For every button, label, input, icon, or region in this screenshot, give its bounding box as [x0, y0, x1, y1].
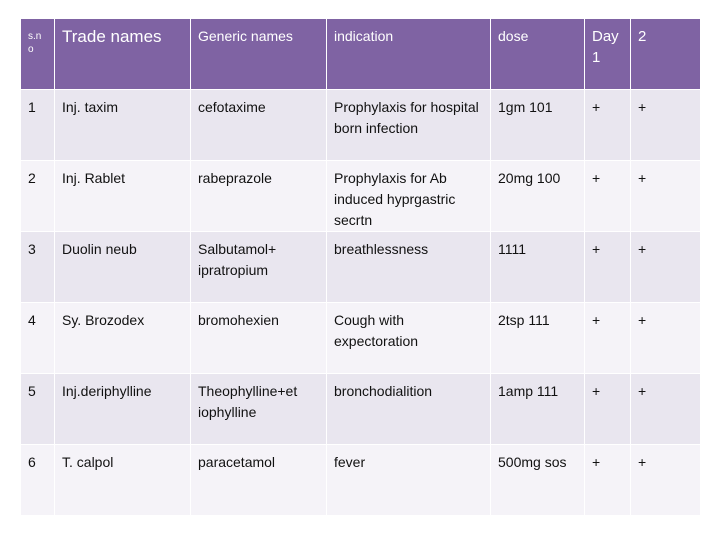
cell-dose: 1amp 111 — [491, 374, 585, 445]
cell-sno: 1 — [21, 90, 55, 161]
cell-day-2: + — [631, 445, 701, 516]
header-day-1: Day 1 — [585, 19, 631, 90]
cell-indication: Cough with expectoration — [327, 303, 491, 374]
cell-indication: Prophylaxis for hospital born infection — [327, 90, 491, 161]
table-row — [21, 445, 701, 516]
cell-dose: 1gm 101 — [491, 90, 585, 161]
cell-trade-name: Sy. Brozodex — [55, 303, 191, 374]
cell-trade-name: Inj. taxim — [55, 90, 191, 161]
cell-sno: 5 — [21, 374, 55, 445]
table-row — [21, 232, 701, 303]
cell-day-1: + — [585, 161, 631, 232]
cell-day-1: + — [585, 374, 631, 445]
cell-day-2: + — [631, 232, 701, 303]
table-row — [21, 161, 701, 232]
cell-day-1: + — [585, 90, 631, 161]
cell-day-2: + — [631, 303, 701, 374]
cell-day-1: + — [585, 445, 631, 516]
cell-day-1: + — [585, 303, 631, 374]
header-dose: dose — [491, 19, 585, 90]
header-trade-names: Trade names — [55, 19, 191, 90]
cell-sno: 4 — [21, 303, 55, 374]
header-generic-names: Generic names — [191, 19, 327, 90]
cell-generic-name: paracetamol — [191, 445, 327, 516]
cell-trade-name: Inj. Rablet — [55, 161, 191, 232]
cell-trade-name: Inj.deriphylline — [55, 374, 191, 445]
cell-day-2: + — [631, 161, 701, 232]
header-indication: indication — [327, 19, 491, 90]
cell-indication: bronchodialition — [327, 374, 491, 445]
header-day-2: 2 — [631, 19, 701, 90]
header-row — [21, 19, 701, 90]
cell-day-2: + — [631, 374, 701, 445]
table-row — [21, 90, 701, 161]
cell-generic-name: cefotaxime — [191, 90, 327, 161]
cell-trade-name: T. calpol — [55, 445, 191, 516]
cell-generic-name: Salbutamol+ ipratropium — [191, 232, 327, 303]
cell-generic-name: Theophylline+et iophylline — [191, 374, 327, 445]
cell-day-2: + — [631, 90, 701, 161]
cell-dose: 500mg sos — [491, 445, 585, 516]
cell-sno: 3 — [21, 232, 55, 303]
table-row — [21, 303, 701, 374]
table-row — [21, 374, 701, 445]
header-sno: s.n o — [21, 19, 55, 90]
cell-day-1: + — [585, 232, 631, 303]
cell-sno: 2 — [21, 161, 55, 232]
cell-indication: fever — [327, 445, 491, 516]
cell-generic-name: rabeprazole — [191, 161, 327, 232]
cell-dose: 20mg 100 — [491, 161, 585, 232]
cell-trade-name: Duolin neub — [55, 232, 191, 303]
cell-indication: Prophylaxis for Ab induced hyprgastric secrtn — [327, 161, 491, 232]
cell-indication: breathlessness — [327, 232, 491, 303]
cell-dose: 2tsp 111 — [491, 303, 585, 374]
cell-sno: 6 — [21, 445, 55, 516]
drug-table — [20, 18, 701, 516]
cell-generic-name: bromohexien — [191, 303, 327, 374]
cell-dose: 1111 — [491, 232, 585, 303]
